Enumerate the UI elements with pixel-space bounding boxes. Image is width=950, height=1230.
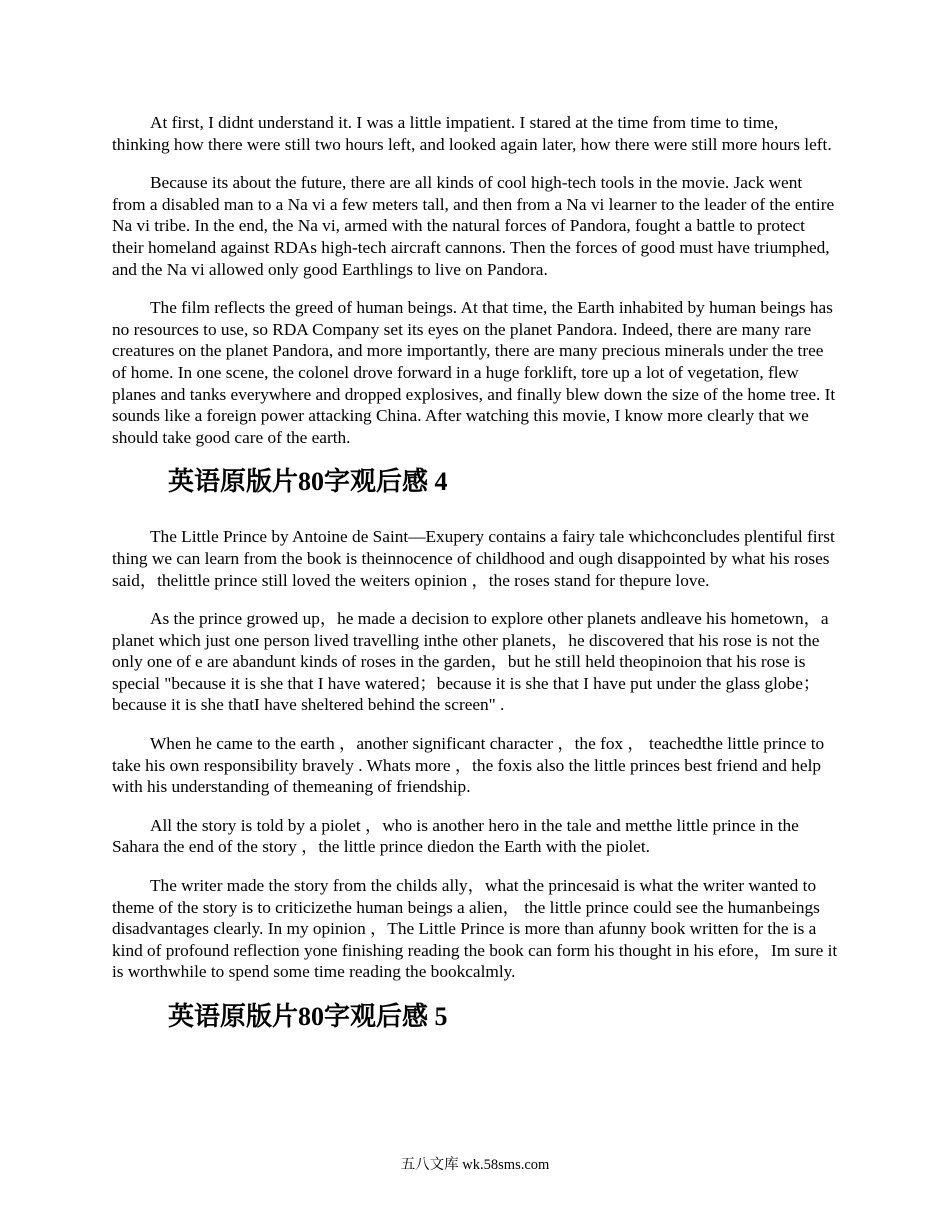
paragraph: The film reflects the greed of human beings. At that time, the Earth inhabited by human beings has no resources to use, so RDA Company set its eyes on the planet Pandora. Indeed, there are many rare creatures on the planet Pandora, and more importantly, there are many precious minerals under the tree of home. In one scene, the colonel drove forward in a huge forklift, tore up a lot of vegetation, flew planes and tanks everywhere and dropped explosives, and finally blew down the size of the home tree. It sounds like a foreign power attacking China. After watching this movie, I know more clearly that we should take good care of the earth. [112, 298, 836, 447]
paragraph: As the prince growed up，he made a decision to explore other planets andleave his hometown，a planet which just one person lived travelling inthe other planets，he discovered that his rose is not the only one of e are abandunt kinds of roses in the garden，but he still held theopinoion that his rose is special "because it is she that I have watered；because it is she that I have put under the glass globe； because it is she thatI have sheltered behind the screen" . [112, 609, 829, 715]
paragraph: At first, I didnt understand it. I was a little impatient. I stared at the time from time to time, thinking how there were still two hours left, and looked again later, how there were still more hours left. [112, 113, 832, 154]
paragraph: Because its about the future, there are all kinds of cool high-tech tools in the movie. Jack went from a disabled man to a Na vi a few meters tall, and then from a Na vi learner to the leader of the entire Na vi tribe. In the end, the Na vi, armed with the natural forces of Pandora, fought a battle to protect their homeland against RDAs high-tech aircraft cannons. Then the forces of good must have triumphed, and the Na vi allowed only good Earthlings to live on Pandora. [112, 173, 835, 279]
paragraph: All the story is told by a piolet ，who is another hero in the tale and metthe little prince in the Sahara the end of the story ，the little prince diedon the Earth with the piolet. [112, 815, 799, 857]
document-body [112, 112, 840, 1061]
paragraph: The writer made the story from the childs ally，what the princesaid is what the writer wanted to theme of the story is to criticizethe human beings a alien， the little prince could see the humanbeings disadvantages clearly. In my opinion ，The Little Prince is more than afunny book written for the is a kind of profound reflection yone finishing reading the book can form his thought in his efore，Im sure it is worthwhile to spend some time reading the bookcalmly. [112, 876, 838, 982]
paragraph: When he came to the earth ，another significant character ，the fox ， teachedthe little prince to take his own responsibility bravely . Whats more ，the foxis also the little princes best friend and help with his understanding of themeaning of friendship. [112, 734, 825, 797]
section-heading-4: 英语原版片80字观后感 4 [168, 467, 448, 497]
section-heading-5: 英语原版片80字观后感 5 [168, 1002, 448, 1031]
page-footer: 五八文库 wk.58sms.com [400, 1157, 550, 1173]
paragraph: The Little Prince by Antoine de Saint—Exupery contains a fairy tale whichconcludes plentiful first thing we can learn from the book is theinnocence of childhood and ough disappointed by what his roses said，thelittle prince still loved the weiters opinion ，the roses stand for thepure love. [112, 527, 835, 590]
